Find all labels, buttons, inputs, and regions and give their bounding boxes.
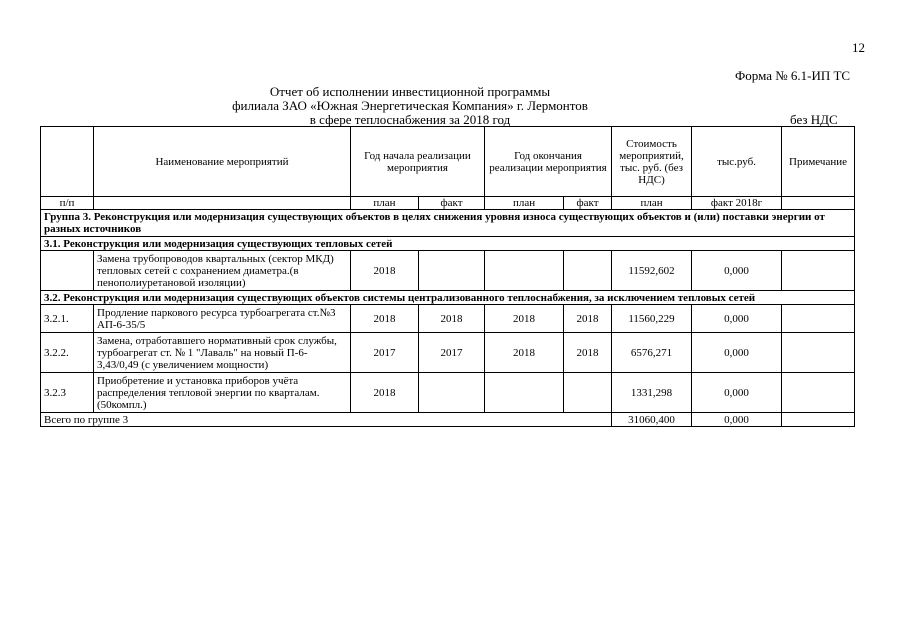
table-header-row: [41, 127, 855, 197]
page-number: 12: [852, 40, 865, 55]
row-end-fact: [564, 373, 612, 413]
row-start-fact: [419, 251, 485, 291]
row-cost-plan: 11592,602: [612, 251, 692, 291]
subheader-num: п/п: [41, 197, 94, 210]
row-end-fact: 2018: [564, 305, 612, 333]
subheader-note-empty: [782, 197, 855, 210]
row-end-plan: [485, 373, 564, 413]
subheader-plan-end: план: [485, 197, 564, 210]
header-note: Примечание: [782, 127, 855, 197]
table-row: [41, 305, 855, 333]
investment-program-table: [40, 126, 855, 427]
row-note: [782, 305, 855, 333]
row-note: [782, 373, 855, 413]
report-title-line-1: Отчет об исполнении инвестиционной программы: [269, 84, 551, 99]
subheader-fact-end: факт: [564, 197, 612, 210]
row-name: Приобретение и установка приборов учёта распределения тепловой энергии по кварталам.(50компл.): [94, 373, 351, 413]
row-start-fact: 2018: [419, 305, 485, 333]
subheader-empty: [94, 197, 351, 210]
row-num: 3.2.3: [41, 373, 94, 413]
row-start-plan: 2018: [351, 373, 419, 413]
group-3-title: Группа 3. Реконструкция или модернизация существующих объектов в целях снижения уровня износа существующих объектов и (или) поставки энергии от разных источников: [41, 210, 855, 237]
section-row: [41, 291, 855, 305]
row-fact-2018: 0,000: [692, 373, 782, 413]
report-title-line-3: в сфере теплоснабжения за 2018 год: [309, 112, 511, 127]
section-3-2-title: 3.2. Реконструкция или модернизация существующих объектов системы централизованного теплоснабжения, за исключением тепловых сетей: [41, 291, 855, 305]
section-3-1-title: 3.1. Реконструкция или модернизация существующих тепловых сетей: [41, 237, 855, 251]
row-end-fact: [564, 251, 612, 291]
row-note: [782, 333, 855, 373]
header-cost: Стоимость мероприятий, тыс. руб. (без НДС): [612, 127, 692, 197]
table-subheader-row: [41, 197, 855, 210]
subheader-plan-start: план: [351, 197, 419, 210]
section-row: [41, 237, 855, 251]
table-row: [41, 251, 855, 291]
row-cost-plan: 1331,298: [612, 373, 692, 413]
vat-note: без НДС: [790, 112, 838, 127]
row-start-plan: 2017: [351, 333, 419, 373]
row-end-fact: 2018: [564, 333, 612, 373]
row-cost-plan: 11560,229: [612, 305, 692, 333]
row-fact-2018: 0,000: [692, 251, 782, 291]
table-row: [41, 373, 855, 413]
row-end-plan: 2018: [485, 333, 564, 373]
row-num: 3.2.2.: [41, 333, 94, 373]
subheader-fact-start: факт: [419, 197, 485, 210]
row-start-plan: 2018: [351, 305, 419, 333]
subheader-fact-2018: факт 2018г: [692, 197, 782, 210]
row-num: [41, 251, 94, 291]
row-note: [782, 251, 855, 291]
form-number: Форма № 6.1-ИП ТС: [735, 68, 851, 83]
header-name: Наименование мероприятий: [94, 127, 351, 197]
total-label: Всего по группе 3: [41, 413, 612, 427]
row-end-plan: [485, 251, 564, 291]
row-fact-2018: 0,000: [692, 333, 782, 373]
header-thous-rub: тыс.руб.: [692, 127, 782, 197]
row-name: Замена, отработавшего нормативный срок службы, турбоагрегат ст. № 1 "Лаваль" на новый П-6-3,43/0,49 (с увеличением мощности): [94, 333, 351, 373]
total-cost-plan: 31060,400: [612, 413, 692, 427]
row-cost-plan: 6576,271: [612, 333, 692, 373]
row-start-fact: [419, 373, 485, 413]
header-end-year: Год окончания реализации мероприятия: [485, 127, 612, 197]
table-row: [41, 333, 855, 373]
row-start-plan: 2018: [351, 251, 419, 291]
total-fact-2018: 0,000: [692, 413, 782, 427]
row-fact-2018: 0,000: [692, 305, 782, 333]
row-num: 3.2.1.: [41, 305, 94, 333]
total-row: [41, 413, 855, 427]
header-num-empty: [41, 127, 94, 197]
row-end-plan: 2018: [485, 305, 564, 333]
group-title-row: [41, 210, 855, 237]
row-name: Замена трубопроводов квартальных (сектор МКД) тепловых сетей с сохранением диаметра.(в пенополиуретановой изоляции): [94, 251, 351, 291]
row-name: Продление паркового ресурса турбоагрегата ст.№3 АП-6-35/5: [94, 305, 351, 333]
header-start-year: Год начала реализации мероприятия: [351, 127, 485, 197]
total-note: [782, 413, 855, 427]
report-title-line-2: филиала ЗАО «Южная Энергетическая Компания» г. Лермонтов: [232, 98, 588, 113]
subheader-plan-cost: план: [612, 197, 692, 210]
row-start-fact: 2017: [419, 333, 485, 373]
